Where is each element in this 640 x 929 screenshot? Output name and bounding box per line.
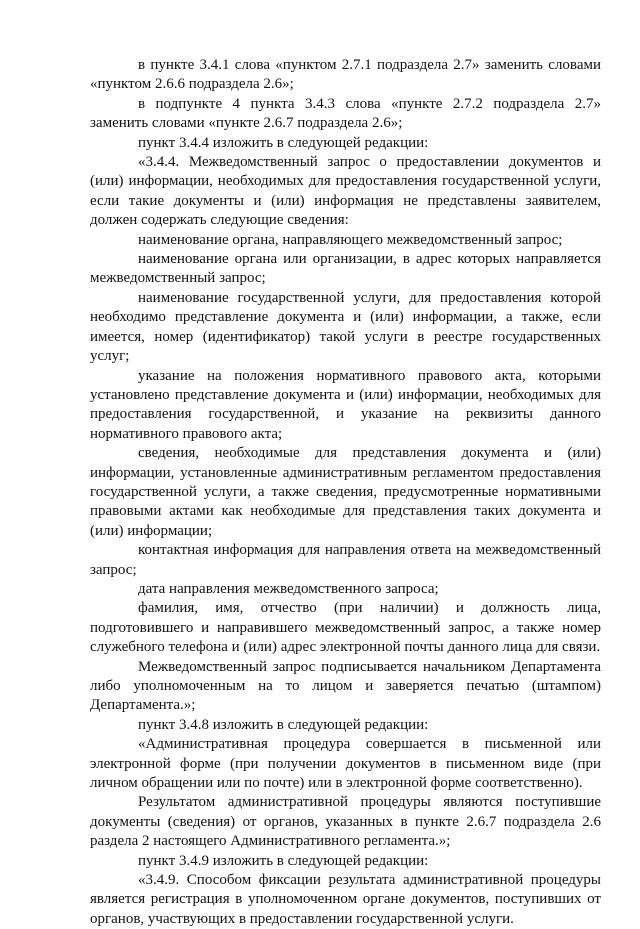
paragraph-17: пункт 3.4.9 изложить в следующей редакции: — [138, 852, 429, 869]
paragraph-5: наименование органа, направляющего межведомственный запрос; — [138, 231, 563, 248]
paragraph-18: «3.4.9. Способом фиксации результата административной процедуры является регистрация в уполномоченном органе документов, поступивших от органов, участвующих в предоставлении государственной услуги. — [90, 872, 601, 927]
paragraph-2: в подпункте 4 пункта 3.4.3 слова «пункте 2.7.2 подраздела 2.7» заменить словами «пункте 2.6.7 подраздела 2.6»; — [90, 95, 601, 132]
paragraph-12: фамилия, имя, отчество (при наличии) и должность лица, подготовившего и направившего межведомственный запрос, а также номер служебного телефона и (или) адрес электронной почты данного лица для связи. — [90, 600, 601, 656]
paragraph-14: пункт 3.4.8 изложить в следующей редакции: — [138, 716, 429, 733]
paragraph-13: Межведомственный запрос подписывается начальником Департамента либо уполномоченным на то лицом и заверяется печатью (штампом) Департамента.»; — [90, 658, 601, 714]
document-page — [90, 56, 601, 929]
paragraph-4: «3.4.4. Межведомственный запрос о предоставлении документов и (или) информации, необходимых для предоставления государственной услуги, если такие документы и (или) информация не представлены заявителем, должен содержать следующие сведения: — [90, 154, 601, 229]
paragraph-8: указание на положения нормативного правового акта, которыми установлено представление документа и (или) информации, необходимых для предоставления государственной, и указание на реквизиты данного нормативного правового акта; — [90, 367, 601, 442]
paragraph-15: «Административная процедура совершается в письменной или электронной форме (при получении документов в письменном виде (при личном обращении или по почте) или в электронной форме соответственно). — [90, 736, 601, 792]
paragraph-6: наименование органа или организации, в адрес которых направляется межведомственный запрос; — [90, 251, 601, 287]
paragraph-10: контактная информация для направления ответа на межведомственный запрос; — [90, 542, 601, 578]
paragraph-7: наименование государственной услуги, для предоставления которой необходимо представление документа и (или) информации, а также, если имеется, номер (идентификатор) такой услуги в реестре государственных услуг; — [90, 289, 601, 365]
paragraph-3: пункт 3.4.4 изложить в следующей редакции: — [138, 134, 429, 151]
paragraph-9: сведения, необходимые для представления документа и (или) информации, установленные административным регламентом предоставления государственной услуги, а также сведения, предусмотренные нормативными правовыми актами как необходимые для представления таких документа и (или) информации; — [90, 445, 601, 539]
paragraph-16: Результатом административной процедуры являются поступившие документы (сведения) от органов, указанных в пункте 2.6.7 подраздела 2.6 раздела 2 настоящего Административного регламента.»; — [90, 794, 601, 850]
paragraph-1: в пункте 3.4.1 слова «пунктом 2.7.1 подраздела 2.7» заменить словами «пунктом 2.6.6 подраздела 2.6»; — [90, 57, 601, 93]
paragraph-11: дата направления межведомственного запроса; — [138, 580, 439, 597]
